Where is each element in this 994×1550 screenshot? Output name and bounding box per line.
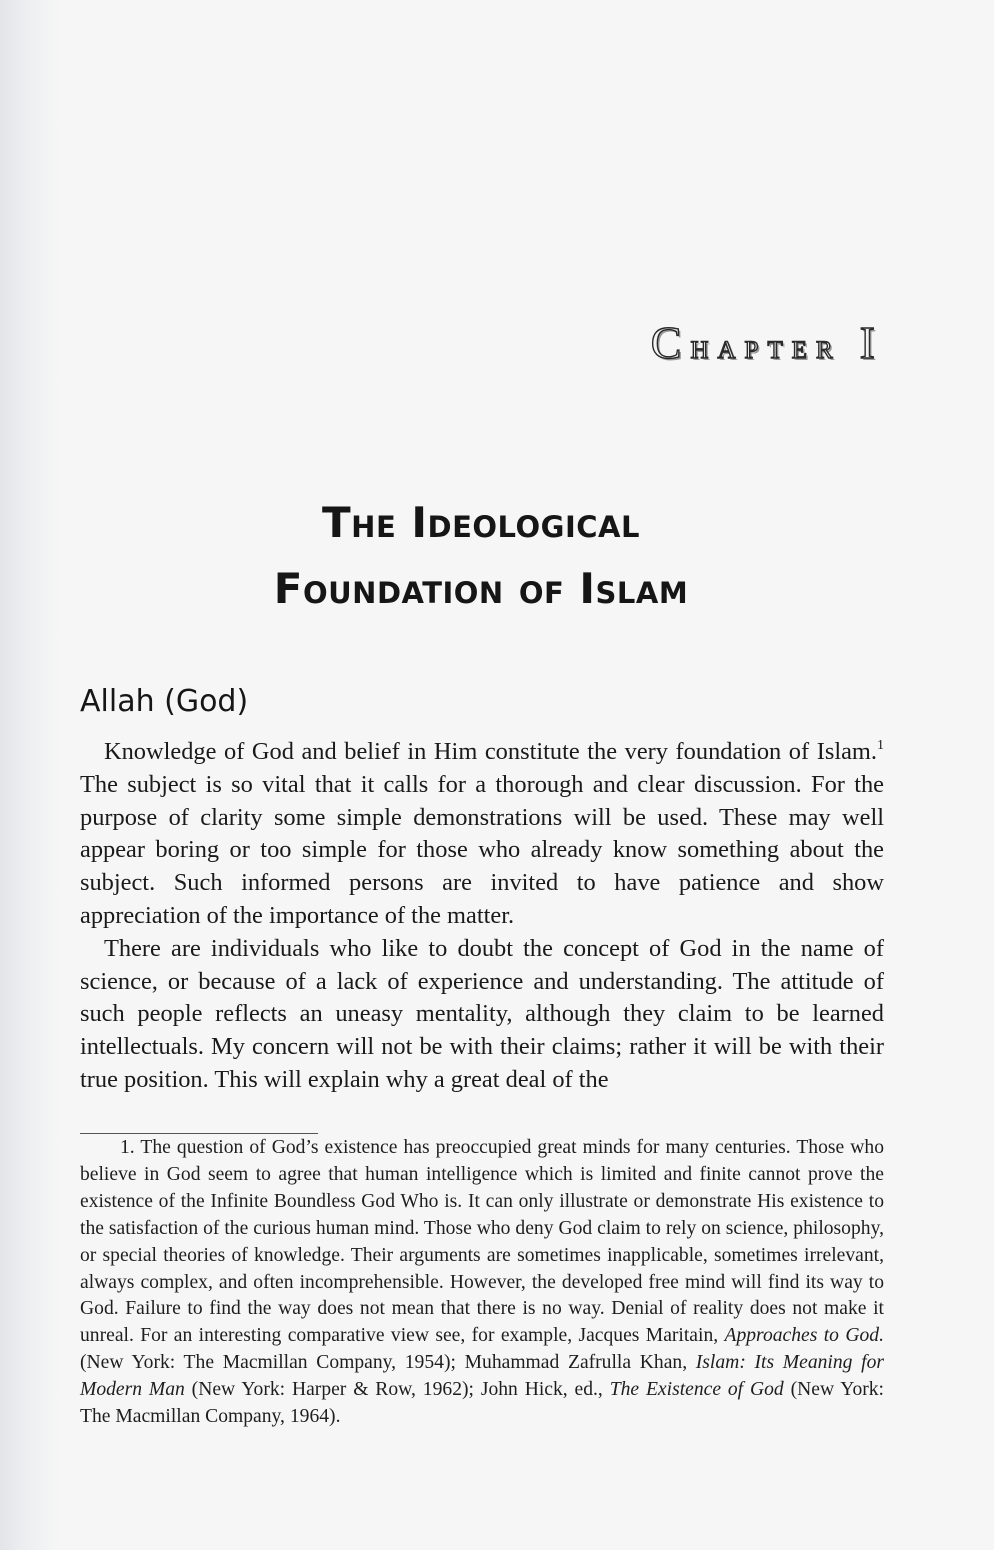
paragraph-text: Knowledge of God and belief in Him constitute the very foundation of Islam. xyxy=(104,738,877,765)
section-heading: Allah (God) xyxy=(80,684,249,719)
book-title: Approaches to God. xyxy=(724,1325,884,1347)
body-paragraph-1 xyxy=(80,736,884,933)
chapter-title-line-1: The Ideological xyxy=(322,498,640,548)
footnote-number: 1. xyxy=(120,1137,135,1158)
footnote-1 xyxy=(80,1135,884,1431)
chapter-title-line-2: Foundation of Islam xyxy=(273,564,689,614)
chapter-title xyxy=(0,490,962,622)
footnote-text: (New York: The Macmillan Company, 1964). xyxy=(80,1379,885,1428)
chapter-label-word: hapter xyxy=(690,326,842,366)
chapter-label xyxy=(651,318,884,371)
footnote-text: (New York: Harper & Row, 1962); John Hick, ed., xyxy=(184,1379,610,1401)
footnote-text: The question of God’s existence has preoccupied great minds for many centuries. Those who believe in God seem to agree that human intelligence which is limited and finite cannot prove the existence of the Infinite Boundless God Who is. It can only illustrate or demonstrate His existence to the satisfaction of the curious human mind. Those who deny God claim to rely on science, philosophy, or special theories of knowledge. Their arguments are sometimes inapplicable, sometimes irrelevant, always complex, and often incomprehensible. However, the developed free mind will find its way to God. Failure to find the way does not mean that there is no way. Denial of reality does not make it unreal. For an interesting comparative view see, for example, Jacques Maritain, xyxy=(80,1137,884,1347)
book-title: Islam: Its Meaning for Modern Man xyxy=(80,1352,885,1401)
body-paragraph-2: There are individuals who like to doubt the concept of God in the name of science, or because of a lack of experience and understanding. The attitude of such people reflects an uneasy mentality, although they claim to be learned intellectuals. My concern will not be with their claims; rather it will be with their true position. This will explain why a great deal of the xyxy=(80,934,884,1093)
footnotes xyxy=(80,1135,884,1431)
paragraph-text: The subject is so vital that it calls for a thorough and clear discussion. For the purpose of clarity some simple demonstrations will be used. These may well appear boring or too simple for those who already know something about the subject. Such informed persons are invited to have patience and show appreciation of the importance of the matter. xyxy=(80,770,884,929)
binding-shadow xyxy=(0,0,60,1550)
body-text xyxy=(80,736,884,1097)
chapter-number: I xyxy=(859,317,884,368)
footnote-text: (New York: The Macmillan Company, 1954); Muhammad Zafrulla Khan, xyxy=(80,1352,696,1374)
footnote-divider xyxy=(80,1133,318,1134)
footnote-reference[interactable]: 1 xyxy=(877,738,884,753)
chapter-label-initial: C xyxy=(650,317,691,368)
book-title: The Existence of God xyxy=(609,1379,784,1401)
